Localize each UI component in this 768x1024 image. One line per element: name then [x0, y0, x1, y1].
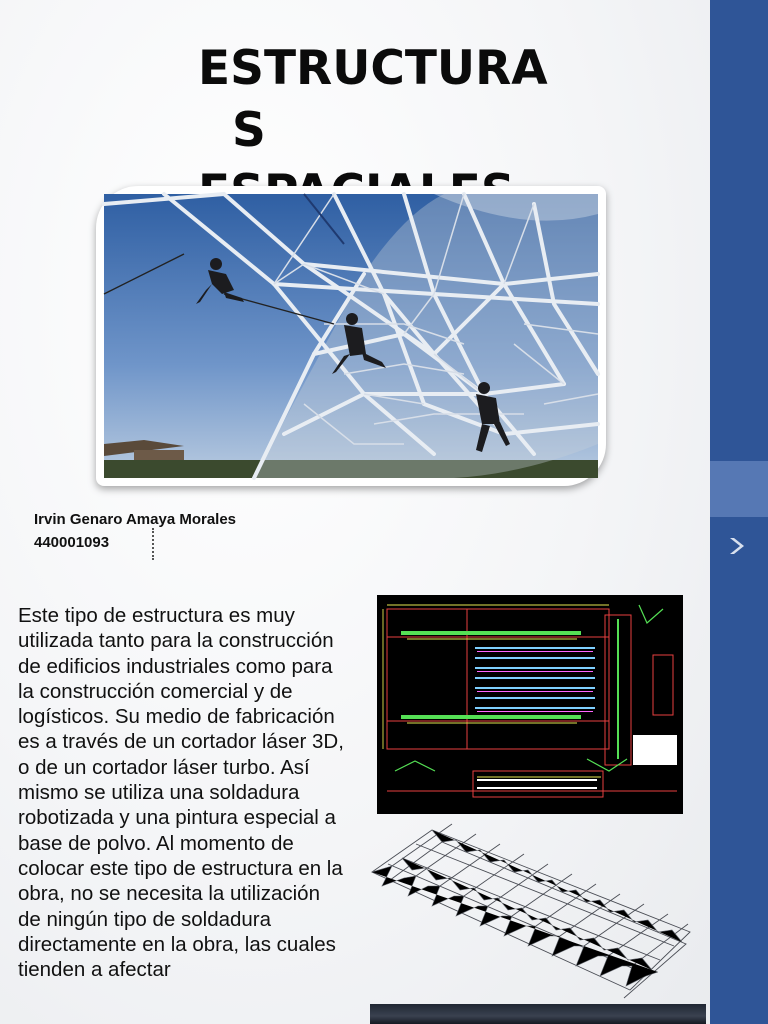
workers-on-space-frame-photo [104, 194, 598, 478]
cad-drawing-image [377, 595, 683, 814]
text-cursor-indicator [152, 528, 157, 560]
author-name: Irvin Genaro Amaya Morales [34, 511, 237, 528]
author-block [34, 508, 236, 554]
author-id: 440001093 [34, 534, 110, 551]
side-panel-band [710, 461, 768, 517]
body-paragraph: Este tipo de estructura es muy utilizada tanto para la construcción de edificios industriales como para la construcción comercial y de logísticos. Su medio de fabricación es a través de un cortador láser 3D, o de un cortador láser turbo. Así mismo se utiliza una soldadura robotizada y una pintura especial a base de polvo. Al momento de colocar este tipo de estructura en la obra, no se necesita la utilización de ningún tipo de soldadura directamente en la obra, las cuales tienden a afectar [18, 604, 344, 982]
slide-title [198, 38, 548, 188]
space-truss-diagram [368, 820, 694, 996]
title-line-3 [198, 162, 538, 188]
title-line-2: S [232, 103, 266, 158]
title-line-1: ESTRUCTURA [198, 41, 548, 96]
chevron-right-icon[interactable] [724, 528, 754, 564]
bottom-image-partial [370, 1004, 706, 1024]
